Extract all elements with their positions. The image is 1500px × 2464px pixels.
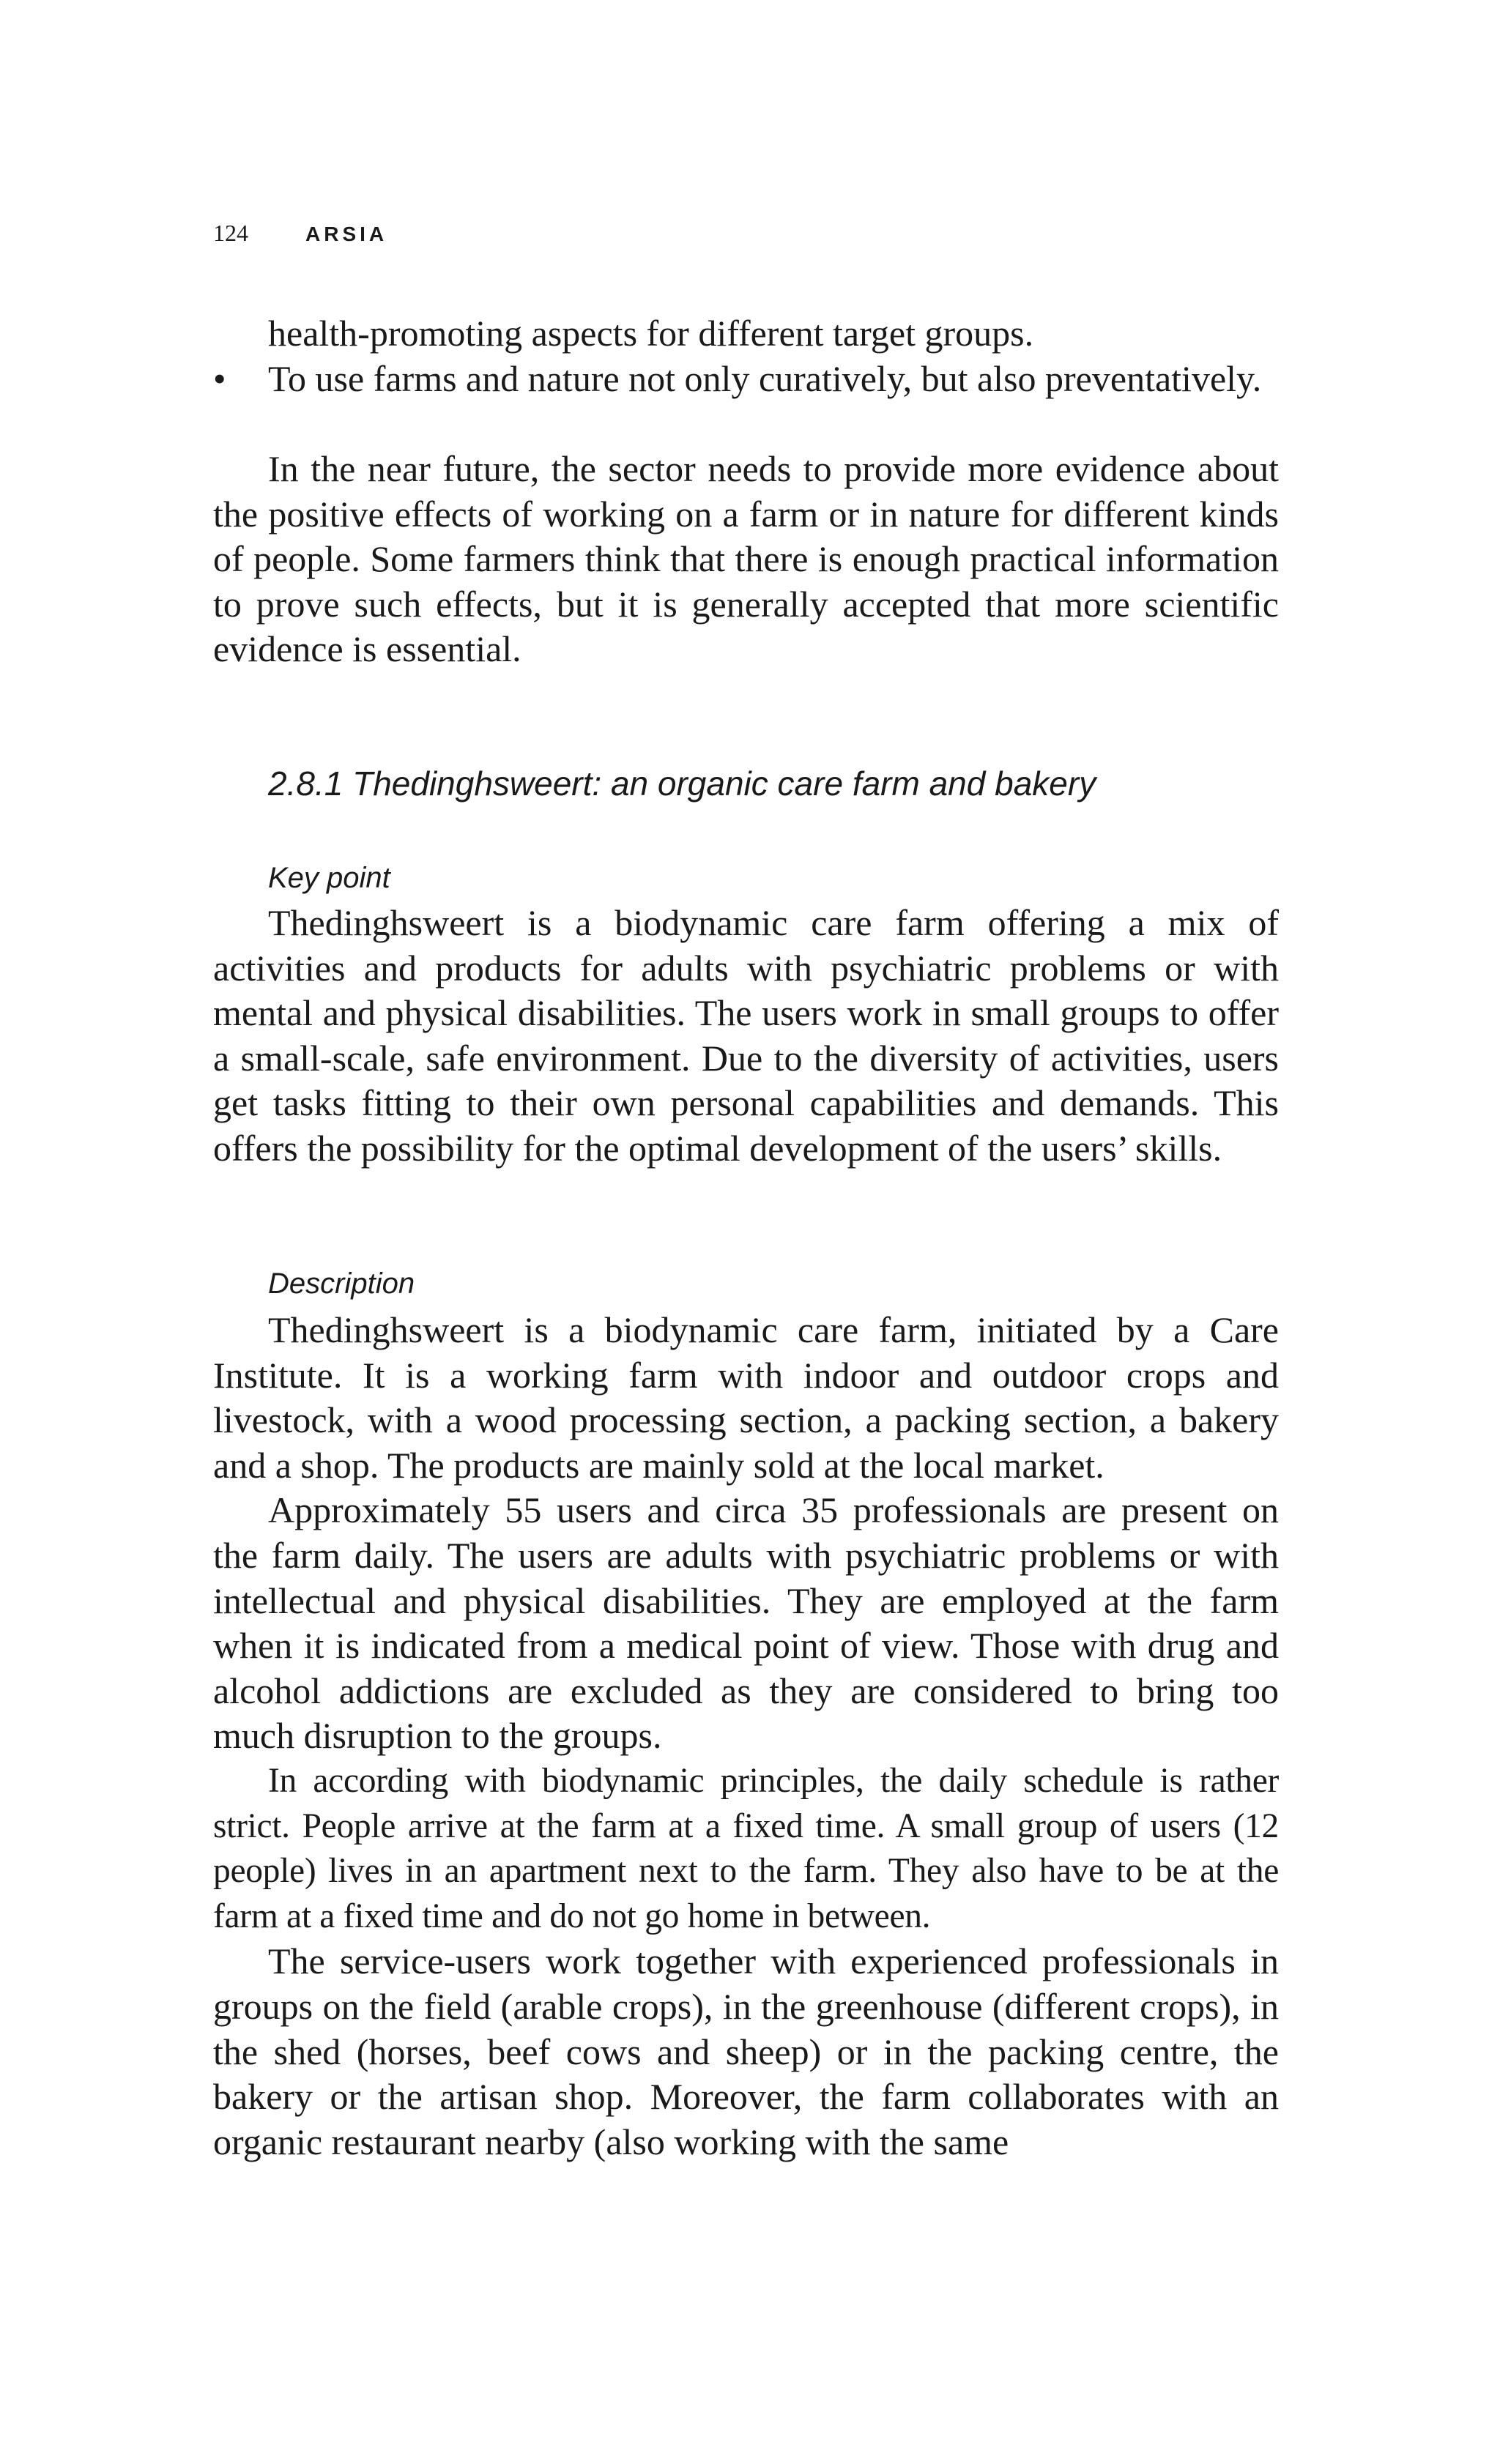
description-paragraph-4: The service-users work together with experienced professionals in groups on the field (arable crops), in the greenhouse (different crops), in the shed (horses, beef cows and sheep) or in the packing centre, the bakery or the artisan shop. Moreover, the farm collaborates with an organic restaurant nearby (also working with the same (213, 1940, 1279, 2162)
key-point-block (213, 901, 1279, 1172)
page-number: 124 (213, 220, 248, 246)
description-paragraph-3: In according with biodynamic principles, the daily schedule is rather strict. People arrive at the farm at a fixed time. A small group of users (12 people) lives in an apartment next to the farm. They also have to be at the farm at a fixed time and do not go home in between. (213, 1761, 1279, 1935)
description-paragraph-2: Approximately 55 users and circa 35 professionals are present on the farm daily. The users are adults with psychiatric problems or with intellectual and physical disabilities. They are employed at the farm when it is indicated from a medical point of view. Those with drug and alcohol addictions are excluded as they are considered to bring too much disruption to the groups. (213, 1489, 1279, 1757)
intro-paragraph: In the near future, the sector needs to provide more evidence about the positive effects of working on a farm or in nature for different kinds of people. Some farmers think that there is enough practical information to prove such effects, but it is generally accepted that more scientific evidence is essential. (213, 448, 1279, 670)
bullet-text: To use farms and nature not only curatively, but also preventatively. (268, 358, 1262, 399)
continuation-line: health-promoting aspects for different target groups. (268, 313, 1034, 354)
key-point-label: Key point (268, 862, 390, 894)
running-head (213, 220, 387, 256)
running-title: ARSIA (305, 223, 388, 245)
section-heading: 2.8.1 Thedinghsweert: an organic care farm and bakery (268, 764, 1096, 803)
bullet-item (213, 357, 1279, 402)
description-paragraph-1: Thedinghsweert is a biodynamic care farm, initiated by a Care Institute. It is a working farm with indoor and outdoor crops and livestock, with a wood processing section, a packing section, a bakery and a shop. The products are mainly sold at the local market. (213, 1309, 1279, 1486)
bullet-icon: • (213, 358, 226, 399)
description-label: Description (268, 1268, 415, 1300)
intro-block (213, 447, 1279, 672)
key-point-paragraph: Thedinghsweert is a biodynamic care farm offering a mix of activities and products for adults with psychiatric problems or with mental and physical disabilities. The users work in small groups to offer a small-scale, safe environment. Due to the diversity of activities, users get tasks fitting to their own personal capabilities and demands. This offers the possibility for the optimal development of the users’ skills. (213, 902, 1279, 1169)
description-block (213, 1308, 1279, 2165)
